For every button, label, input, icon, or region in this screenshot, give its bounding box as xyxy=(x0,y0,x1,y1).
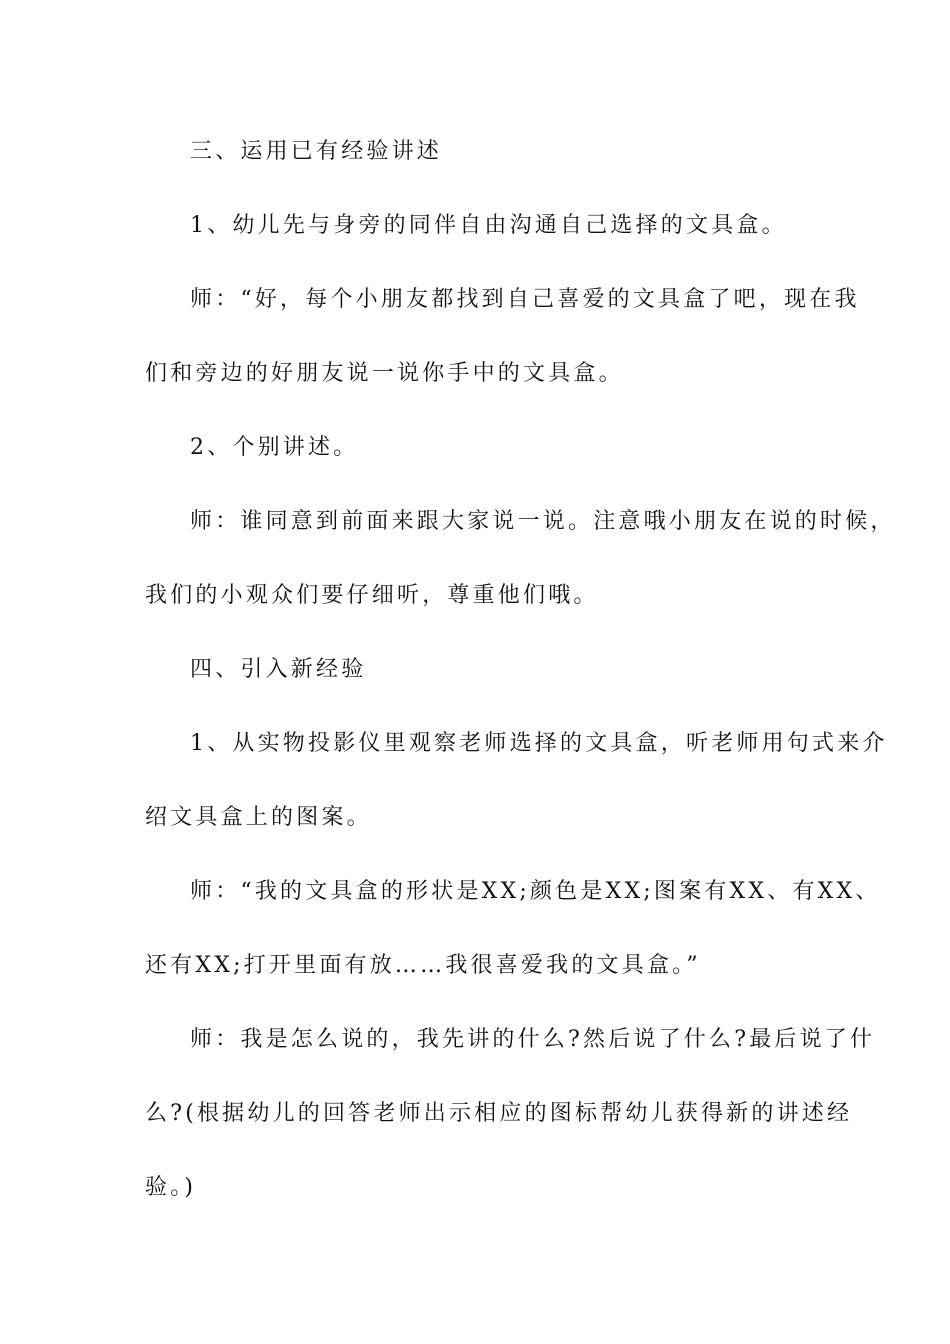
paragraph-line: 绍文具盒上的图案。 xyxy=(145,805,372,830)
paragraph-line: 师：我是怎么说的，我先讲的什么?然后说了什么?最后说了什 xyxy=(190,1027,876,1052)
paragraph-line: 师：“我的文具盒的形状是XX;颜色是XX;图案有XX、有XX、 xyxy=(190,879,881,904)
paragraph-line: 师：“好，每个小朋友都找到自己喜爱的文具盒了吧，现在我 xyxy=(190,287,860,312)
paragraph-line: 们和旁边的好朋友说一说你手中的文具盒。 xyxy=(145,361,624,386)
paragraph-line: 还有XX;打开里面有放……我很喜爱我的文具盒。” xyxy=(145,953,701,978)
paragraph-line: 么?(根据幼儿的回答老师出示相应的图标帮幼儿获得新的讲述经 xyxy=(145,1101,853,1126)
paragraph-line: 师：谁同意到前面来跟大家说一说。注意哦小朋友在说的时候， xyxy=(190,509,896,534)
paragraph-line: 2、个别讲述。 xyxy=(190,435,359,460)
paragraph-line: 1、幼儿先与身旁的同伴自由沟通自己选择的文具盒。 xyxy=(190,213,787,238)
paragraph-line: 我们的小观众们要仔细听，尊重他们哦。 xyxy=(145,583,599,608)
heading-section-four: 四、引入新经验 xyxy=(190,657,367,682)
heading-section-three: 三、运用已有经验讲述 xyxy=(190,139,443,164)
paragraph-line: 验。) xyxy=(145,1175,197,1200)
paragraph-line: 1、从实物投影仪里观察老师选择的文具盒，听老师用句式来介 xyxy=(190,731,888,756)
